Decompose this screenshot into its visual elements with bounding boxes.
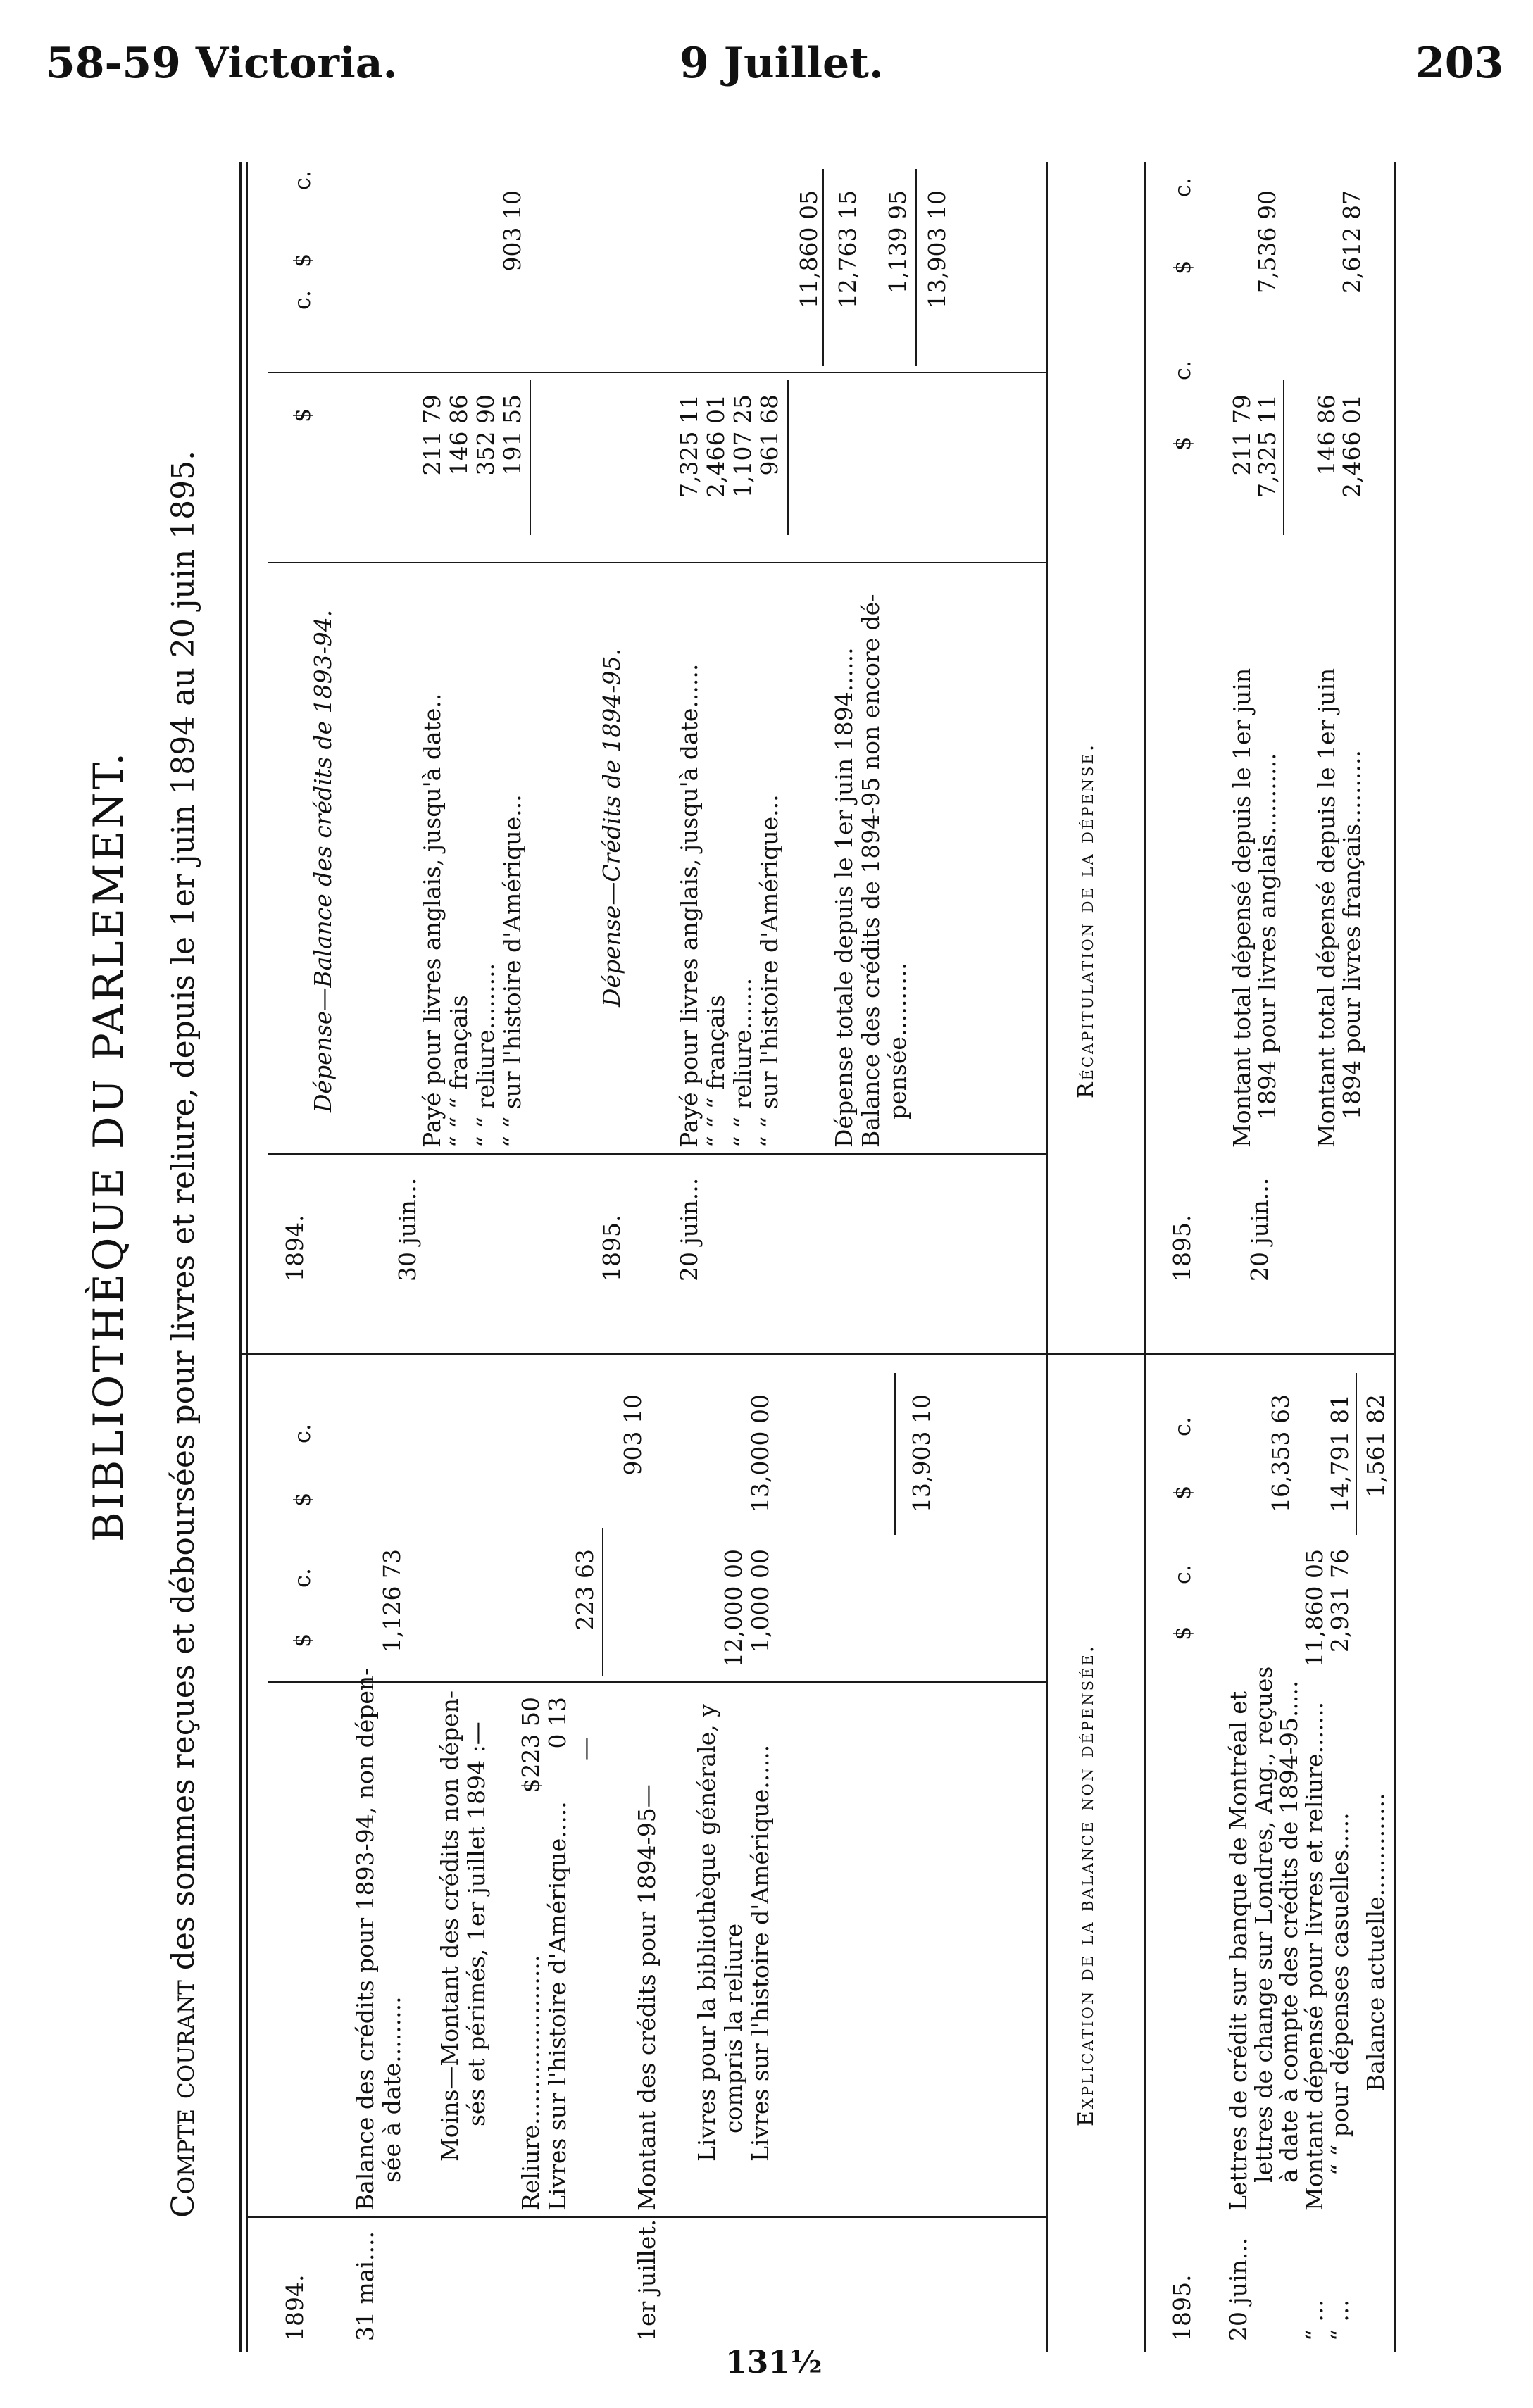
col-cents: c. — [289, 1567, 315, 1588]
expl-rule — [1356, 1373, 1357, 1535]
expl-sum-amount: 14,791 81 — [1326, 1394, 1353, 1512]
expl-lettres-line-2: lettres de change sur Londres, Ang., reçues — [1250, 1666, 1277, 2183]
balance-line-1: Balance des crédits pour 1893-94, non dépen- — [351, 1667, 379, 2211]
expenses-year-1895: 1895. — [598, 1215, 625, 1281]
total-1894-95: 11,860 05 — [795, 190, 822, 308]
recap-rule — [1283, 380, 1284, 535]
col-cents: c. — [1169, 1564, 1196, 1584]
reliure-label: Reliure....................... — [517, 1955, 544, 2211]
col-dollar: $ — [1169, 1626, 1196, 1641]
col-dollar: $ — [289, 408, 315, 422]
moins-line-2: sés et périmés, 1er juillet 1894 :— — [463, 1722, 490, 2126]
col-cents: c. — [1169, 177, 1196, 197]
col-dollar: $ — [289, 1633, 315, 1648]
bottom-rule — [1394, 162, 1396, 2352]
rotated-ledger — [0, 84, 1408, 2408]
montant-credits-label: Montant des crédits pour 1894-95— — [633, 1784, 661, 2211]
paye-amerique-2: “ “ sur l'histoire d'Amérique... — [756, 794, 783, 1148]
recap-francais-line-2: 1894 pour livres français.......... — [1338, 750, 1365, 1120]
col-cents: c. — [1169, 1416, 1196, 1436]
subtotal-rule-1 — [530, 380, 531, 535]
recap-anglais-total: 7,536 90 — [1253, 190, 1281, 294]
paye-francais-2: “ “ “ français — [702, 995, 730, 1148]
expl-date-2: “ ... — [1301, 2300, 1328, 2341]
livres-generale-line-2: compris la reliure — [720, 1923, 747, 2133]
recap-anglais-line-1: Montant total dépensé depuis le 1er juin — [1228, 667, 1256, 1148]
recap-date: 20 juin... — [1246, 1177, 1273, 1281]
balance-non-depensee-line-2: pensée.......... — [884, 962, 911, 1120]
deduction-amount: 223 63 — [571, 1549, 599, 1631]
col-cents: c. — [289, 1423, 315, 1443]
recap-anglais-line-2: 1894 pour livres anglais........... — [1253, 753, 1281, 1120]
center-divider — [239, 1353, 1394, 1355]
top-double-rule — [239, 162, 242, 2352]
grand-total-rule — [894, 1373, 896, 1535]
depense-totale-amount: 12,763 15 — [834, 190, 861, 308]
expl-lettres-line-1: Lettres de crédit sur banque de Montréal et — [1225, 1691, 1252, 2211]
total-rule-3 — [822, 169, 824, 366]
right-date-col-rule — [268, 1153, 1046, 1155]
expl-depenses-casuelles-amount: 2,931 76 — [1326, 1549, 1353, 1653]
col-dollar: $ — [289, 1492, 315, 1507]
net-balance-amount: 903 10 — [619, 1394, 646, 1476]
balance-line-2: sée à date......... — [378, 1996, 406, 2183]
recap-francais-total: 2,612 87 — [1338, 190, 1365, 294]
page-header-center: 9 Juillet. — [680, 39, 884, 88]
recap-anglais-a: 211 79 — [1228, 394, 1256, 476]
date-30-juin: 30 juin... — [394, 1177, 421, 1281]
right-amount-col-rule — [268, 562, 1046, 563]
expl-depense-livres-amount: 11,860 05 — [1301, 1549, 1328, 1667]
expl-date-3: “ ... — [1326, 2300, 1353, 2341]
explication-title: Explication de la balance non dépensée. — [1074, 1643, 1099, 2126]
col-dollar: $ — [289, 253, 315, 268]
expl-lettres-amount: 16,353 63 — [1267, 1394, 1294, 1512]
section-balance-1893-94: Dépense—Balance des crédits de 1893-94. — [309, 609, 337, 1112]
left-amount-col-rule — [268, 1681, 1046, 1683]
expl-lettres-line-3: à date à compte des crédits de 1894-95..... — [1275, 1680, 1303, 2183]
receipts-year: 1894. — [281, 2274, 308, 2341]
histoire-amerique-amount: 0 13 — [544, 1697, 571, 1749]
recap-francais-b: 2,466 01 — [1338, 394, 1365, 498]
paye-francais-1: “ “ “ français — [445, 995, 473, 1148]
page-number: 203 — [1415, 39, 1504, 88]
recap-year: 1895. — [1168, 1215, 1196, 1281]
expl-depenses-casuelles: “ “ pour dépenses casuelles..... — [1326, 1812, 1353, 2176]
amount-anglais-2: 7,325 11 — [675, 394, 703, 498]
col-cents: c. — [1169, 360, 1196, 380]
paye-reliure-1: “ “ reliure......... — [472, 962, 499, 1148]
subtitle-rest: des sommes reçues et déboursées pour livres et reliure, depuis le 1er juin 1894 au 20 juin 1895. — [165, 450, 201, 1981]
livres-generale-line-1: Livres pour la bibliothèque générale, y — [693, 1704, 720, 2162]
footer-mark: 131½ — [725, 2345, 822, 2381]
col-cents: c. — [289, 289, 315, 310]
histoire-amerique-label: Livres sur l'histoire d'Amérique..... — [544, 1801, 571, 2211]
recap-francais-a: 146 86 — [1313, 394, 1340, 476]
col-dollar: $ — [1169, 436, 1196, 451]
subtotal-rule-2 — [787, 380, 789, 535]
expl-date-1: 20 juin... — [1225, 2237, 1252, 2341]
subtitle-lead: Compte courant — [165, 1980, 201, 2218]
livres-amerique-label: Livres sur l'histoire d'Amérique...... — [746, 1744, 774, 2162]
balance-non-depensee-line-1: Balance des crédits de 1894-95 non encore dé- — [857, 594, 884, 1148]
right-inner-col-rule — [268, 372, 1046, 373]
expl-year: 1895. — [1168, 2274, 1196, 2341]
amount-reliure-1: 352 90 — [472, 394, 499, 476]
amount-amerique-1: 191 55 — [499, 394, 526, 476]
top-double-rule-thin — [246, 162, 248, 2352]
date-20-juin: 20 juin... — [675, 1177, 703, 1281]
reliure-amount: $223 50 — [517, 1697, 544, 1793]
recap-anglais-b: 7,325 11 — [1253, 394, 1281, 498]
credits-total-amount: 13,000 00 — [746, 1394, 774, 1512]
document-title: BIBLIOTHÈQUE DU PARLEMENT. — [85, 750, 132, 1542]
expl-depense-livres: Montant dépensé pour livres et reliure....... — [1301, 1701, 1328, 2211]
col-cents: c. — [289, 170, 315, 190]
recap-francais-line-1: Montant total dépensé depuis le 1er juin — [1313, 667, 1340, 1148]
middle-rule — [1046, 162, 1048, 2352]
amount-francais-1: 146 86 — [445, 394, 473, 476]
receipts-grand-total: 13,903 10 — [908, 1394, 935, 1512]
depense-totale-label: Dépense totale depuis le 1er juin 1894...... — [830, 647, 858, 1148]
section-credits-1894-95: Dépense—Crédits de 1894-95. — [598, 648, 625, 1007]
amount-francais-2: 2,466 01 — [702, 394, 730, 498]
paye-anglais-1: Payé pour livres anglais, jusqu'à date.. — [418, 693, 446, 1148]
amount-anglais-1: 211 79 — [418, 394, 446, 476]
balance-non-depensee-amount: 1,139 95 — [884, 190, 911, 294]
subtotal-dash: — — [571, 1737, 599, 1760]
grand-total-rule-right — [915, 169, 917, 366]
livres-amerique-amount: 1,000 00 — [746, 1549, 774, 1653]
paye-amerique-1: “ “ sur l'histoire d'Amérique... — [499, 794, 526, 1148]
col-dollar: $ — [1169, 1485, 1196, 1500]
section-rule — [1144, 162, 1146, 2352]
paye-reliure-2: “ “ reliure....... — [729, 977, 756, 1148]
amount-reliure-2: 1,107 25 — [729, 394, 756, 498]
document-subtitle — [165, 451, 201, 2218]
expenses-year-1894: 1894. — [281, 1215, 308, 1281]
balance-amount: 1,126 73 — [378, 1549, 406, 1653]
expl-balance-actuelle-amount: 1,561 82 — [1362, 1394, 1389, 1498]
col-dollar: $ — [1169, 260, 1196, 275]
livres-generale-amount: 12,000 00 — [720, 1549, 747, 1667]
page-header-left: 58-59 Victoria. — [46, 39, 398, 88]
amount-amerique-2: 961 68 — [756, 394, 783, 476]
left-date-col-rule — [246, 2216, 1046, 2218]
expl-balance-actuelle-label: Balance actuelle.............. — [1362, 1793, 1389, 2091]
paye-anglais-2: Payé pour livres anglais, jusqu'à date...... — [675, 663, 703, 1148]
date-1er-juillet: 1er juillet. — [633, 2219, 661, 2341]
expenses-grand-total: 13,903 10 — [923, 190, 951, 308]
date-31-mai: 31 mai.... — [351, 2231, 379, 2341]
recapitulation-title: Récapitulation de la dépense. — [1074, 742, 1099, 1098]
total-1893-94: 903 10 — [499, 190, 526, 272]
subtotal-rule — [602, 1528, 603, 1676]
moins-line-1: Moins—Montant des crédits non dépen- — [436, 1690, 463, 2162]
